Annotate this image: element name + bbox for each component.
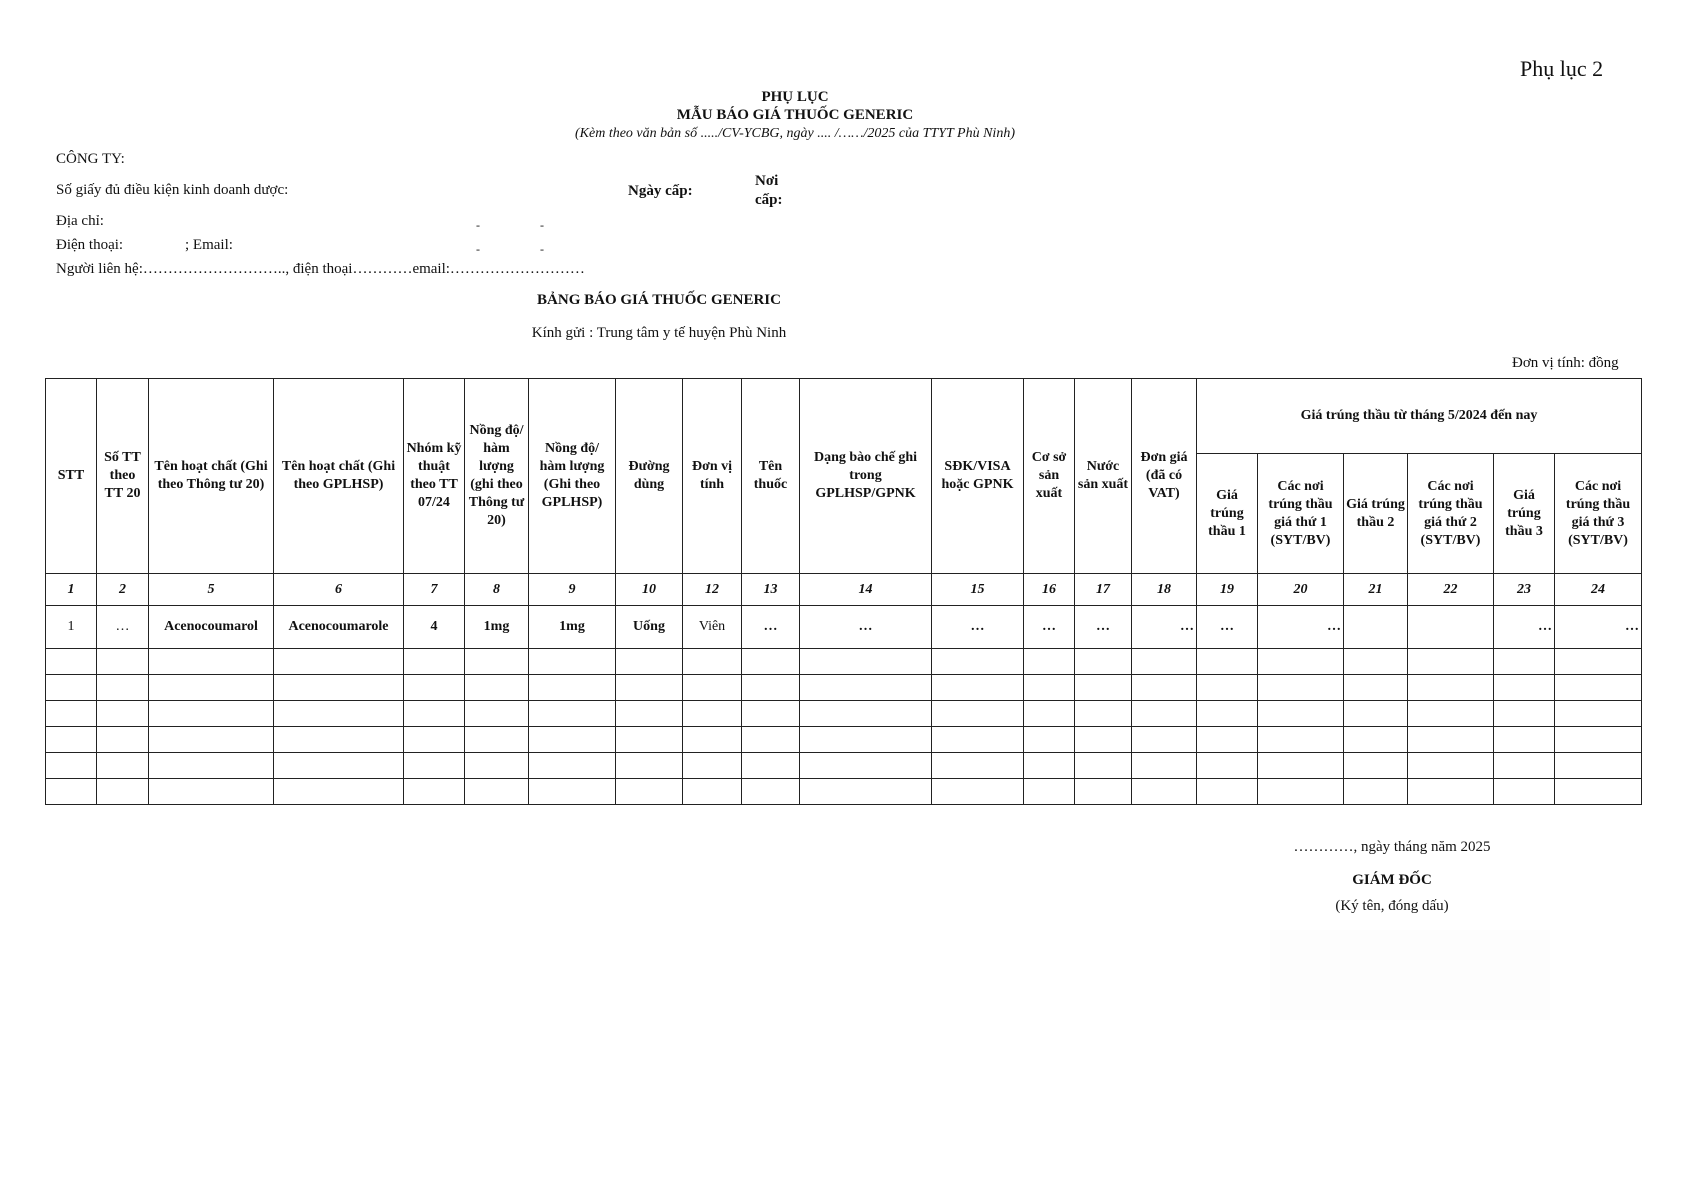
empty-row bbox=[46, 675, 1642, 701]
placeholder-dash: - bbox=[540, 242, 544, 256]
table-cell: … bbox=[1197, 606, 1258, 649]
table-cell: Acenocoumarol bbox=[149, 606, 274, 649]
column-number: 7 bbox=[404, 574, 465, 606]
table-cell: … bbox=[800, 606, 932, 649]
placeholder-dash: - bbox=[476, 218, 480, 232]
email-label: ; Email: bbox=[185, 237, 233, 253]
column-header: Đơn giá (đã có VAT) bbox=[1132, 379, 1197, 574]
placeholder-dash: - bbox=[476, 242, 480, 256]
table-cell: 1mg bbox=[465, 606, 529, 649]
signature-date: …………, ngày tháng năm 2025 bbox=[1293, 839, 1491, 855]
column-header: SĐK/VISA hoặc GPNK bbox=[932, 379, 1024, 574]
table-cell: … bbox=[1555, 606, 1642, 649]
table-cell: Viên bbox=[683, 606, 742, 649]
column-number: 12 bbox=[683, 574, 742, 606]
table-title: BẢNG BÁO GIÁ THUỐC GENERIC bbox=[537, 292, 781, 308]
table-cell: … bbox=[1494, 606, 1555, 649]
document-title: PHỤ LỤC bbox=[761, 89, 829, 105]
empty-row bbox=[46, 779, 1642, 805]
sub-column-header: Giá trúng thầu 1 bbox=[1197, 454, 1258, 574]
column-number: 16 bbox=[1024, 574, 1075, 606]
empty-row bbox=[46, 649, 1642, 675]
table-cell: Uống bbox=[616, 606, 683, 649]
column-number: 14 bbox=[800, 574, 932, 606]
sub-column-header: Các nơi trúng thầu giá thứ 3 (SYT/BV) bbox=[1555, 454, 1642, 574]
issue-place-label: Nơi bbox=[755, 173, 779, 189]
column-header: Số TT theo TT 20 bbox=[97, 379, 149, 574]
column-number: 17 bbox=[1075, 574, 1132, 606]
document-reference: (Kèm theo văn bản số ...../CV-YCBG, ngày .... /……/2025 của TTYT Phù Ninh) bbox=[575, 126, 1015, 141]
table-row bbox=[46, 606, 1642, 649]
table-cell: … bbox=[1132, 606, 1197, 649]
column-number: 9 bbox=[529, 574, 616, 606]
column-number: 1 bbox=[46, 574, 97, 606]
column-number: 18 bbox=[1132, 574, 1197, 606]
column-header: Tên hoạt chất (Ghi theo Thông tư 20) bbox=[149, 379, 274, 574]
column-header: Cơ sở sản xuất bbox=[1024, 379, 1075, 574]
column-number: 2 bbox=[97, 574, 149, 606]
column-number: 20 bbox=[1258, 574, 1344, 606]
sub-column-header: Các nơi trúng thầu giá thứ 2 (SYT/BV) bbox=[1408, 454, 1494, 574]
table-cell: … bbox=[932, 606, 1024, 649]
column-number: 24 bbox=[1555, 574, 1642, 606]
signature-note: (Ký tên, đóng dấu) bbox=[1335, 898, 1449, 914]
column-number: 5 bbox=[149, 574, 274, 606]
column-number: 6 bbox=[274, 574, 404, 606]
table-cell: 1mg bbox=[529, 606, 616, 649]
sub-column-header: Giá trúng thầu 2 bbox=[1344, 454, 1408, 574]
column-header: Đơn vị tính bbox=[683, 379, 742, 574]
price-quote-table bbox=[45, 378, 1642, 805]
empty-row bbox=[46, 753, 1642, 779]
column-number: 10 bbox=[616, 574, 683, 606]
column-number: 15 bbox=[932, 574, 1024, 606]
empty-row bbox=[46, 727, 1642, 753]
table-cell bbox=[1408, 606, 1494, 649]
column-number: 13 bbox=[742, 574, 800, 606]
table-cell: … bbox=[97, 606, 149, 649]
signature-role: GIÁM ĐỐC bbox=[1352, 872, 1432, 888]
column-header: Nhóm kỹ thuật theo TT 07/24 bbox=[404, 379, 465, 574]
column-header: Tên hoạt chất (Ghi theo GPLHSP) bbox=[274, 379, 404, 574]
recipient-line: Kính gửi : Trung tâm y tế huyện Phù Ninh bbox=[531, 325, 787, 341]
contact-line: Người liên hệ:……………………….., điện thoại…………email:……………………… bbox=[56, 261, 585, 277]
table-cell: Acenocoumarole bbox=[274, 606, 404, 649]
column-number-row bbox=[46, 574, 1642, 606]
column-header: Nước sản xuất bbox=[1075, 379, 1132, 574]
issue-place-label: cấp: bbox=[755, 192, 783, 208]
column-number: 22 bbox=[1408, 574, 1494, 606]
license-label: Số giấy đủ điều kiện kinh doanh dược: bbox=[56, 182, 289, 198]
column-number: 23 bbox=[1494, 574, 1555, 606]
column-number: 19 bbox=[1197, 574, 1258, 606]
column-header: Tên thuốc bbox=[742, 379, 800, 574]
column-number: 21 bbox=[1344, 574, 1408, 606]
sub-column-header: Giá trúng thầu 3 bbox=[1494, 454, 1555, 574]
phone-label: Điện thoại: bbox=[56, 237, 124, 253]
document-subtitle: MẪU BÁO GIÁ THUỐC GENERIC bbox=[676, 107, 914, 123]
table-cell: … bbox=[1024, 606, 1075, 649]
table-cell: 4 bbox=[404, 606, 465, 649]
column-header: Dạng bào chế ghi trong GPLHSP/GPNK bbox=[800, 379, 932, 574]
table-cell: … bbox=[1075, 606, 1132, 649]
address-label: Địa chỉ: bbox=[56, 213, 104, 229]
column-header: Nồng độ/ hàm lượng (Ghi theo GPLHSP) bbox=[529, 379, 616, 574]
group-header: Giá trúng thầu từ tháng 5/2024 đến nay bbox=[1197, 379, 1642, 454]
empty-row bbox=[46, 701, 1642, 727]
sub-column-header: Các nơi trúng thầu giá thứ 1 (SYT/BV) bbox=[1258, 454, 1344, 574]
table-cell bbox=[1344, 606, 1408, 649]
issue-date-label: Ngày cấp: bbox=[628, 183, 693, 199]
column-header: Đường dùng bbox=[616, 379, 683, 574]
table-cell: 1 bbox=[46, 606, 97, 649]
appendix-label: Phụ lục 2 bbox=[1520, 56, 1604, 81]
table-cell: … bbox=[1258, 606, 1344, 649]
unit-note: Đơn vị tính: đồng bbox=[1512, 355, 1619, 371]
company-label: CÔNG TY: bbox=[56, 151, 125, 167]
signature-area bbox=[1270, 930, 1550, 1020]
table-cell: … bbox=[742, 606, 800, 649]
placeholder-dash: - bbox=[540, 218, 544, 232]
column-header: Nồng độ/ hàm lượng (ghi theo Thông tư 20) bbox=[465, 379, 529, 574]
column-number: 8 bbox=[465, 574, 529, 606]
column-header: STT bbox=[46, 379, 97, 574]
